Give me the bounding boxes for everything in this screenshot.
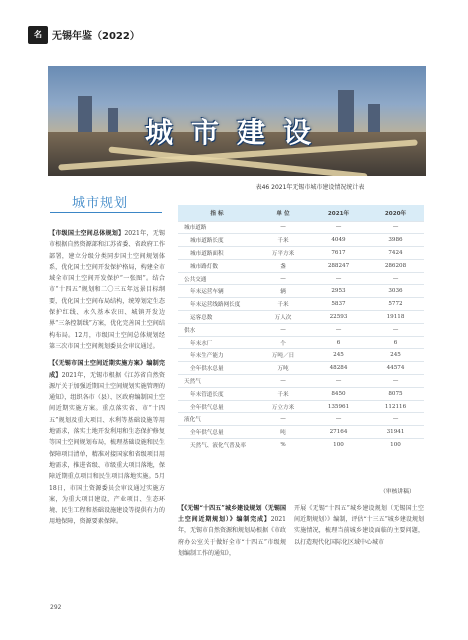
cell-unit: 盏 bbox=[256, 259, 310, 272]
cell-value-2020: 8075 bbox=[367, 387, 424, 400]
cell-value-2020: 3986 bbox=[367, 234, 424, 247]
cell-unit: 万吨 bbox=[256, 362, 310, 375]
cell-unit: 千米 bbox=[256, 387, 310, 400]
table-category-row bbox=[178, 413, 424, 426]
cell-value-2021: 288247 bbox=[310, 259, 367, 272]
cell-name: 全年供气总量 bbox=[178, 400, 256, 413]
cell-unit: 个 bbox=[256, 336, 310, 349]
bottom-middle-text bbox=[178, 503, 286, 559]
table-row bbox=[178, 439, 424, 452]
cell-value-2021: — bbox=[310, 323, 367, 336]
section-divider bbox=[50, 212, 162, 213]
cell-name: 城市道路面积 bbox=[178, 247, 256, 260]
cell-value-2021: 6 bbox=[310, 336, 367, 349]
table-row bbox=[178, 234, 424, 247]
section-title: 城市规划 bbox=[72, 196, 129, 211]
cell-unit: 万人次 bbox=[256, 311, 310, 324]
table-header-row bbox=[178, 205, 424, 221]
table-category-row bbox=[178, 272, 424, 285]
table-row bbox=[178, 298, 424, 311]
cell-value-2020: 112116 bbox=[367, 400, 424, 413]
cell-name: 天然气 bbox=[178, 375, 256, 388]
yearbook-logo: 名 bbox=[28, 26, 48, 44]
table-row bbox=[178, 259, 424, 272]
cell-name: 年末水厂 bbox=[178, 336, 256, 349]
cell-unit: 万吨／日 bbox=[256, 349, 310, 362]
cell-value-2021: — bbox=[310, 375, 367, 388]
cell-name: 全年供水总量 bbox=[178, 362, 256, 375]
table-category-row bbox=[178, 323, 424, 336]
paragraph-body: 2021年，无锡市根据自然资源部和江苏省委、省政府工作部署，建立分级分类同步国土空间规划体系，优化国土空间开发保护格局，构建全市域全市国土空间开发保护“一张图”。结合市“十四五”规划和二〇三五年远景目标纲要，优化国土空间布局结构，统筹划定生态保护红线、永久基本农田、城镇开发边界“三条控制线”方案，优化完善国土空间结构布局。12月，市级国土空间总体规划经第三次市国土空间规划委员会审议通过。 bbox=[49, 230, 166, 350]
cell-value-2020: — bbox=[367, 413, 424, 426]
table-row bbox=[178, 285, 424, 298]
table-row bbox=[178, 426, 424, 439]
chapter-title: 城市建设 bbox=[144, 116, 329, 149]
table-row bbox=[178, 362, 424, 375]
cell-value-2021: 48284 bbox=[310, 362, 367, 375]
cell-value-2021: 135961 bbox=[310, 400, 367, 413]
table-row bbox=[178, 400, 424, 413]
column-header: 单 位 bbox=[256, 205, 310, 221]
paragraph bbox=[49, 358, 165, 527]
cell-unit: 万立方米 bbox=[256, 400, 310, 413]
cell-name: 城市道路 bbox=[178, 221, 256, 234]
cell-value-2020: 286208 bbox=[367, 259, 424, 272]
table-body bbox=[178, 221, 424, 451]
cell-value-2021: 5837 bbox=[310, 298, 367, 311]
statistics-table bbox=[178, 205, 424, 451]
cell-value-2020: 100 bbox=[367, 439, 424, 452]
cell-name: 公共交通 bbox=[178, 272, 256, 285]
table-category-row bbox=[178, 221, 424, 234]
cell-value-2021: — bbox=[310, 221, 367, 234]
cell-unit: — bbox=[256, 413, 310, 426]
cell-name: 天然气、液化气普及率 bbox=[178, 439, 256, 452]
cell-value-2021: 100 bbox=[310, 439, 367, 452]
table-row bbox=[178, 387, 424, 400]
yearbook-title: 无锡年鉴（2022） bbox=[52, 31, 140, 42]
table-row bbox=[178, 336, 424, 349]
cell-value-2021: — bbox=[310, 413, 367, 426]
table-category-row bbox=[178, 375, 424, 388]
cell-name: 城市道路长度 bbox=[178, 234, 256, 247]
bottom-right-text: 开展《无锡“十四五”城乡建设规划（无锡国土空间近期规划）》编制，评估“十三五”城乡建设规划实施情况，梳理当前城乡建设面临的主要问题，以打造现代化国际化区域中心城市 bbox=[294, 505, 424, 546]
cell-unit: 千米 bbox=[256, 234, 310, 247]
cell-name: 年末运营车辆 bbox=[178, 285, 256, 298]
cell-unit: — bbox=[256, 272, 310, 285]
cell-name: 年末管道长度 bbox=[178, 387, 256, 400]
cell-value-2021: 27164 bbox=[310, 426, 367, 439]
cell-value-2020: — bbox=[367, 272, 424, 285]
cell-value-2020: 7424 bbox=[367, 247, 424, 260]
column-header: 指 标 bbox=[178, 205, 256, 221]
cell-value-2020: — bbox=[367, 323, 424, 336]
cell-value-2021: — bbox=[310, 272, 367, 285]
cell-name: 供水 bbox=[178, 323, 256, 336]
left-text-column bbox=[49, 228, 165, 534]
column-header: 2020年 bbox=[367, 205, 424, 221]
table-note: （审核讲稿） bbox=[380, 489, 415, 495]
table-caption: 表46 2021年无锡市城市建设情况统计表 bbox=[255, 184, 365, 191]
cell-unit: — bbox=[256, 375, 310, 388]
cell-unit: 万平方米 bbox=[256, 247, 310, 260]
cell-value-2020: 245 bbox=[367, 349, 424, 362]
cell-value-2021: 22593 bbox=[310, 311, 367, 324]
cell-value-2020: 19118 bbox=[367, 311, 424, 324]
cell-unit: 千米 bbox=[256, 298, 310, 311]
cell-value-2020: — bbox=[367, 375, 424, 388]
cell-value-2021: 8450 bbox=[310, 387, 367, 400]
cell-value-2021: 4049 bbox=[310, 234, 367, 247]
paragraph-heading: 【市级国土空间总体规划】 bbox=[49, 230, 125, 237]
cell-value-2020: 3036 bbox=[367, 285, 424, 298]
cell-value-2021: 7617 bbox=[310, 247, 367, 260]
column-header: 2021年 bbox=[310, 205, 367, 221]
paragraph bbox=[49, 228, 165, 352]
table-row bbox=[178, 247, 424, 260]
table-row bbox=[178, 311, 424, 324]
chapter-banner-image bbox=[48, 66, 426, 176]
cell-value-2020: 6 bbox=[367, 336, 424, 349]
paragraph-body: 2021年，无锡市自然资源和规划局根据《市政府办公室关于做好全市“十四五”市级规划编制工作的通知》， bbox=[178, 516, 287, 557]
cell-value-2021: 245 bbox=[310, 349, 367, 362]
cell-value-2021: 2953 bbox=[310, 285, 367, 298]
cell-value-2020: 31941 bbox=[367, 426, 424, 439]
page-number: 292 bbox=[50, 604, 62, 611]
cell-name: 城市路灯数 bbox=[178, 259, 256, 272]
paragraph-body: 2021年，无锡市根据《江苏省自然资源厅关于加强近期国土空间规划实施管理的通知》，组织各市（县）、区政府编制国土空间近期实施方案。重点落实省、市“十四五”规划及重大项目、水利等基础设施等用地需求，落实土地开发利用和生态保护修复等国土空间规划布局，梳理基础设施和民生保障项目清单，精准对接国家和省级项目用地需求，推进省级、市级重大项目落地，保障近期重点项目和民生项目落地实施。5月18日，市国土资源委员会审议通过实施方案，为重大项目建设、产业项目、生态环境、民生工程和基础设施建设等提供有力的用地保障，资源要素保障。 bbox=[49, 371, 165, 526]
cell-unit: — bbox=[256, 323, 310, 336]
cell-name: 年末生产能力 bbox=[178, 349, 256, 362]
cell-value-2020: — bbox=[367, 221, 424, 234]
cell-unit: 辆 bbox=[256, 285, 310, 298]
cell-unit: 吨 bbox=[256, 426, 310, 439]
page-header bbox=[0, 0, 468, 66]
cell-unit: % bbox=[256, 439, 310, 452]
cell-value-2020: 44574 bbox=[367, 362, 424, 375]
cell-unit: — bbox=[256, 221, 310, 234]
cell-name: 全年供气总量 bbox=[178, 426, 256, 439]
cell-name: 液化气 bbox=[178, 413, 256, 426]
paragraph-heading: 【《无锡市国土空间近期实施方案》编制完成】 bbox=[49, 360, 165, 379]
cell-value-2020: 5772 bbox=[367, 298, 424, 311]
table-row bbox=[178, 349, 424, 362]
cell-name: 运客总数 bbox=[178, 311, 256, 324]
paragraph-heading: 【《无锡“十四五”城乡建设规划（无锡国土空间近期规划）》编制完成】 bbox=[178, 505, 286, 524]
cell-name: 年末运营线路网长度 bbox=[178, 298, 256, 311]
